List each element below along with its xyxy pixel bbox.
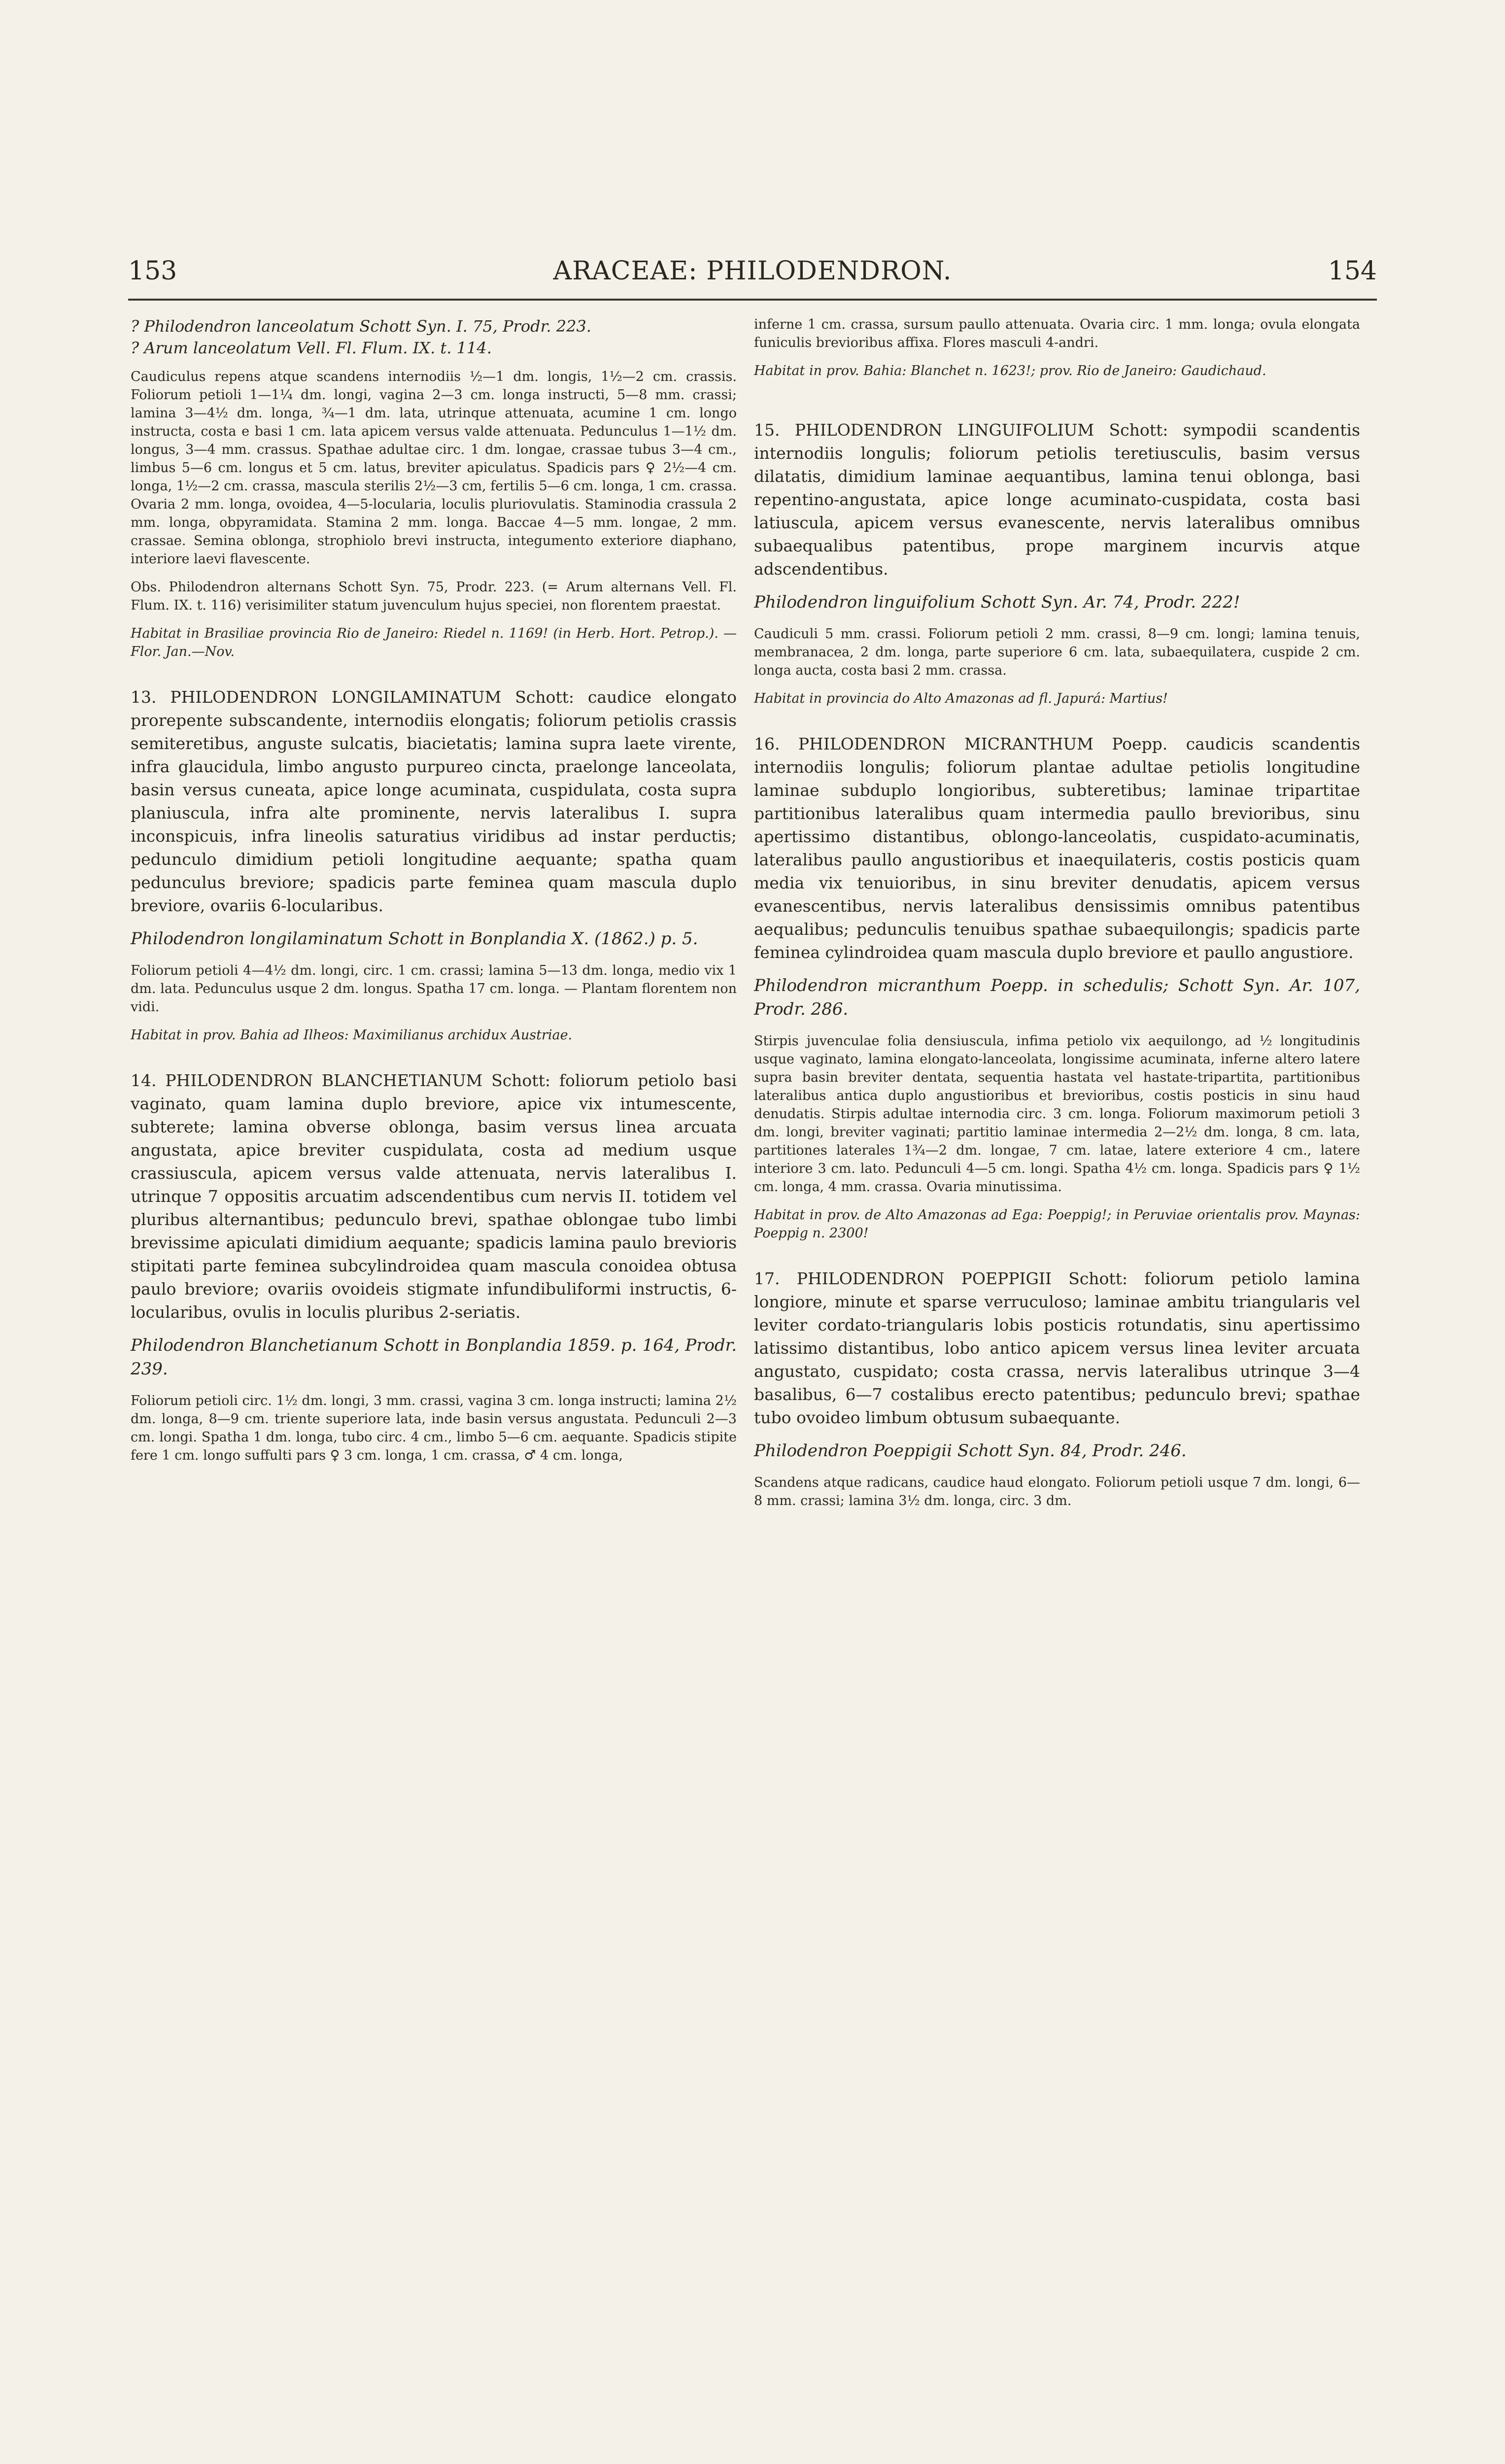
page-number-right: 154 (1328, 256, 1377, 286)
reference-15: Philodendron linguifolium Schott Syn. Ar. 74, Prodr. 222! (754, 592, 1240, 612)
habitat-15: Habitat in provincia do Alto Amazonas ad fl. Japurá: Martius! (754, 691, 1168, 706)
synonym-1: ? Philodendron lanceolatum Schott Syn. I. 75, Prodr. 223. (131, 317, 591, 336)
observation-12: Obs. Philodendron alternans Schott Syn. 75, Prodr. 223. (= Arum alternans Vell. Fl. Flum. IX. t. 116) verisimiliter statum juvenculum hujus speciei, non florentem praestat. (131, 580, 737, 613)
habitat-16: Habitat in prov. de Alto Amazonas ad Ega: Poeppig!; in Peruviae orientalis prov. Maynas: Poeppig n. 2300! (754, 1207, 1360, 1241)
description-14: Foliorum petioli circ. 1½ dm. longi, 3 mm. crassi, vagina 3 cm. longa instructi; lamina 2½ dm. longa, 8—9 cm. triente superiore lata, inde basin versus angustata. Pedunculi 2—3 cm. longi. Spatha 1 dm. longa, tubo circ. 4 cm., limbo 5—6 cm. aequante. Spadicis stipite fere 1 cm. longo suffulti pars ♀ 3 cm. longa, 1 cm. crassa, ♂ 4 cm. longa, (131, 1393, 737, 1463)
species-14-diagnosis: 14. PHILODENDRON BLANCHETIANUM Schott: foliorum petiolo basi vaginato, quam lamina duplo breviore, apice vix intumescente, subterete; lamina obverse oblonga, basim versus linea arcuata angustata, apice breviter cuspidulata, costa ad medium usque crassiuscula, apicem versus valde attenuata, nervis lateralibus I. utrinque 7 oppositis arcuatim adscendentibus cum nervis II. totidem vel pluribus alternantibus; pedunculo brevi, spathae oblongae tubo limbi brevissime apiculati dimidium aequante; spadicis lamina paulo brevioris stipitati parte feminea subcylindroidea quam mascula conoidea obtusa paulo breviore; ovariis ovoideis stigmate infundibuliformi instructis, 6-locularibus, ovulis in loculis pluribus 2-seriatis. (131, 1071, 737, 1322)
header-rule (128, 299, 1377, 301)
species-17-diagnosis: 17. PHILODENDRON POEPPIGII Schott: foliorum petiolo lamina longiore, minute et sparse verruculoso; laminae ambitu triangularis vel leviter cordato-triangularis lobis posticis rotundatis, sinu apertissimo latissimo distantibus, lobo antico apicem versus linea leviter arcuata angustato, cuspidato; costa crassa, nervis lateralibus utrinque 3—4 basalibus, 6—7 costalibus erecto patentibus; pedunculo brevi; spathae tubo ovoideo limbum obtusum subaequante. (754, 1269, 1360, 1427)
synonym-2: ? Arum lanceolatum Vell. Fl. Flum. IX. t. 114. (131, 339, 492, 357)
left-column (131, 315, 737, 1474)
description-15: Caudiculi 5 mm. crassi. Foliorum petioli 2 mm. crassi, 8—9 cm. longi; lamina tenuis, membranacea, 2 dm. longa, parte superiore 6 cm. lata, subaequilatera, cuspide 2 cm. longa aucta, costa basi 2 mm. crassa. (754, 626, 1360, 678)
species-15-diagnosis: 15. PHILODENDRON LINGUIFOLIUM Schott: sympodii scandentis internodiis longulis; foliorum petiolis teretiusculis, basim versus dilatatis, dimidium laminae aequantibus, lamina tenui oblonga, basi repentino-angustata, apice longe acuminato-cuspidata, costa basi latiuscula, apicem versus evanescente, nervis lateralibus omnibus subaequalibus patentibus, prope marginem incurvis atque adscendentibus. (754, 420, 1360, 579)
description-13: Foliorum petioli 4—4½ dm. longi, circ. 1 cm. crassi; lamina 5—13 dm. longa, medio vix 1 dm. lata. Pedunculus usque 2 dm. longus. Spatha 17 cm. longa. — Plantam florentem non vidi. (131, 963, 737, 1015)
spacer (754, 1252, 1360, 1267)
spacer (131, 671, 737, 685)
reference-17: Philodendron Poeppigii Schott Syn. 84, Prodr. 246. (754, 1441, 1187, 1461)
habitat-12: Habitat in Brasiliae provincia Rio de Janeiro: Riedel n. 1169! (in Herb. Hort. Petrop.). — Flor. Jan.—Nov. (131, 626, 737, 659)
habitat-13: Habitat in prov. Bahia ad Ilheos: Maximilianus archidux Austriae. (131, 1027, 573, 1043)
description-16: Stirpis juvenculae folia densiuscula, infima petiolo vix aequilongo, ad ½ longitudinis usque vaginato, lamina elongato-lanceolata, longissime acuminata, inferne altero latere supra basin breviter dentata, sequentia hastata vel hastate-tripartita, partitionibus lateralibus antica duplo angustioribus et brevioribus, costis posticis in sinu haud denudatis. Stirpis adultae internodia circ. 3 cm. longa. Foliorum maximorum petioli 3 dm. longi, breviter vaginati; partitio laminae intermedia 2—2½ dm. longa, 8 cm. lata, partitiones laterales 1¾—2 dm. longae, 7 cm. latae, latere exteriore 4 cm., latere interiore 3 cm. lato. Pedunculi 4—5 cm. longi. Spatha 4½ cm. longa. Spadicis pars ♀ 1½ cm. longa, 4 mm. crassa. Ovaria minutissima. (754, 1033, 1360, 1195)
habitat-14: Habitat in prov. Bahia: Blanchet n. 1623!; prov. Rio de Janeiro: Gaudichaud. (754, 363, 1266, 378)
reference-14: Philodendron Blanchetianum Schott in Bonplandia 1859. p. 164, Prodr. 239. (131, 1335, 737, 1379)
species-16-diagnosis: 16. PHILODENDRON MICRANTHUM Poepp. caudicis scandentis internodiis longulis; foliorum plantae adultae petiolis longitudine laminae subduplo longioribus, subteretibus; laminae tripartitae partitionibus lateralibus quam intermedia paullo brevioribus, sinu apertissimo distantibus, oblongo-lanceolatis, cuspidato-acuminatis, lateralibus paullo angustioribus et inaequilateris, costis posticis quam media vix tenuioribus, in sinu breviter denudatis, apicem versus evanescentibus, nervis lateralibus densissimis omnibus patentibus aequalibus; pedunculis tenuibus spathae subaequilongis; spadicis parte feminea cylindroidea quam mascula duplo breviore et paullo angustiore. (754, 734, 1360, 962)
running-header (0, 256, 1505, 296)
species-13-diagnosis: 13. PHILODENDRON LONGILAMINATUM Schott: caudice elongato prorepente subscandente, internodiis elongatis; foliorum petiolis crassis semiteretibus, anguste sulcatis, biacietatis; lamina supra laete virente, infra glaucidula, limbo angusto purpureo cincta, praelonge lanceolata, basin versus cuneata, apice longe acuminata, cuspidulata, costa supra planiuscula, infra alte prominente, nervis lateralibus I. supra inconspicuis, infra lineolis saturatius viridibus ad instar perductis; pedunculo dimidium petioli longitudine aequante; spatha quam pedunculus breviore; spadicis parte feminea quam mascula duplo breviore, ovariis 6-locularibus. (131, 687, 737, 915)
spacer (131, 1054, 737, 1069)
running-title: ARACEAE: PHILODENDRON. (553, 256, 952, 286)
description-17: Scandens atque radicans, caudice haud elongato. Foliorum petioli usque 7 dm. longi, 6—8 mm. crassi; lamina 3½ dm. longa, circ. 3 dm. (754, 1475, 1360, 1508)
right-column (754, 315, 1360, 1520)
page-number-left: 153 (128, 256, 177, 286)
reference-16: Philodendron micranthum Poepp. in schedulis; Schott Syn. Ar. 107, Prodr. 286. (754, 976, 1360, 1019)
spacer (754, 718, 1360, 732)
description-14-continued: inferne 1 cm. crassa, sursum paullo attenuata. Ovaria circ. 1 mm. longa; ovula elongata funiculis brevioribus affixa. Flores masculi 4-andri. (754, 317, 1360, 350)
description-12: Caudiculus repens atque scandens internodiis ½—1 dm. longis, 1½—2 cm. crassis. Foliorum petioli 1—1¼ dm. longi, vagina 2—3 cm. longa instructi, 5—8 mm. crassi; lamina 3—4½ dm. longa, ¾—1 dm. lata, utrinque attenuata, acumine 1 cm. longo instructa, costa e basi 1 cm. lata apicem versus valde attenuata. Pedunculus 1—1½ dm. longus, 3—4 mm. crassus. Spathae adultae circ. 1 dm. longae, crassae tubus 3—4 cm., limbus 5—6 cm. longus et 5 cm. latus, breviter apiculatus. Spadicis pars ♀ 2½—4 cm. longa, 1½—2 cm. crassa, mascula sterilis 2½—3 cm, fertilis 5—6 cm. longa, 1 cm. crassa. Ovaria 2 mm. longa, ovoidea, 4—5-locularia, loculis pluriovulatis. Staminodia crassula 2 mm. longa, obpyramidata. Stamina 2 mm. longa. Baccae 4—5 mm. longae, 2 mm. crassae. Semina oblonga, strophiolo brevi instructa, integumento exteriore diaphano, interiore laevi flavescente. (131, 369, 737, 567)
spacer (754, 390, 1360, 418)
reference-13: Philodendron longilaminatum Schott in Bonplandia X. (1862.) p. 5. (131, 929, 698, 949)
